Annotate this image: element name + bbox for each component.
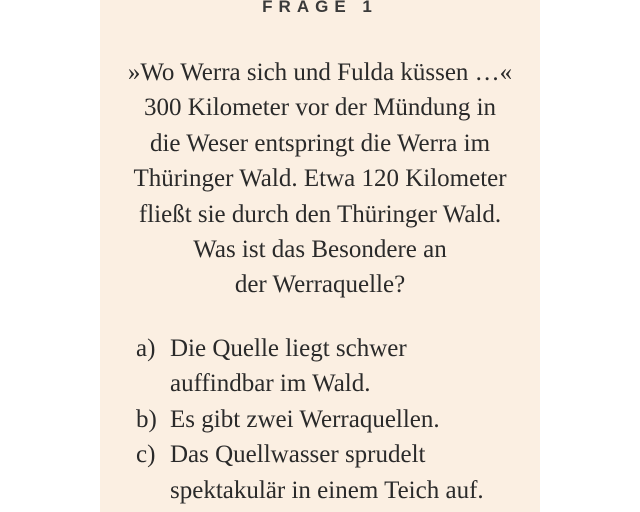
question-line: »Wo Werra sich und Fulda küssen …« [127,59,513,86]
answer-text [170,437,536,508]
answer-letter: b) [136,405,157,433]
question-line: die Weser entspringt die Werra im [149,129,491,157]
answer-option-b [136,402,536,437]
answer-line: Die Quelle liegt schwer [170,335,407,362]
answer-line: Es gibt zwei Werraquellen. [170,405,440,433]
answer-letter: a) [136,335,156,362]
quiz-card [100,0,540,512]
answer-line: spektakulär in einem Teich auf. [170,476,484,504]
question-line: der Werraquelle? [234,271,406,299]
answer-option-a [136,331,536,402]
question-line: fließt sie durch den Thüringer Wald. [138,200,502,228]
question-line: 300 Kilometer vor der Mündung in [143,94,497,122]
answer-option-c [136,437,536,508]
question-line: Was ist das Besondere an [193,236,447,264]
question-heading: FRAGE 1 [262,0,378,16]
answer-text [170,331,536,402]
answer-line: auffindbar im Wald. [170,370,371,398]
answer-list [136,331,536,508]
question-line: Thüringer Wald. Etwa 120 Kilometer [133,165,507,193]
answer-text [170,402,536,437]
question-text [100,55,540,303]
answer-letter: c) [136,441,156,469]
answer-line: Das Quellwasser sprudelt [170,441,426,469]
